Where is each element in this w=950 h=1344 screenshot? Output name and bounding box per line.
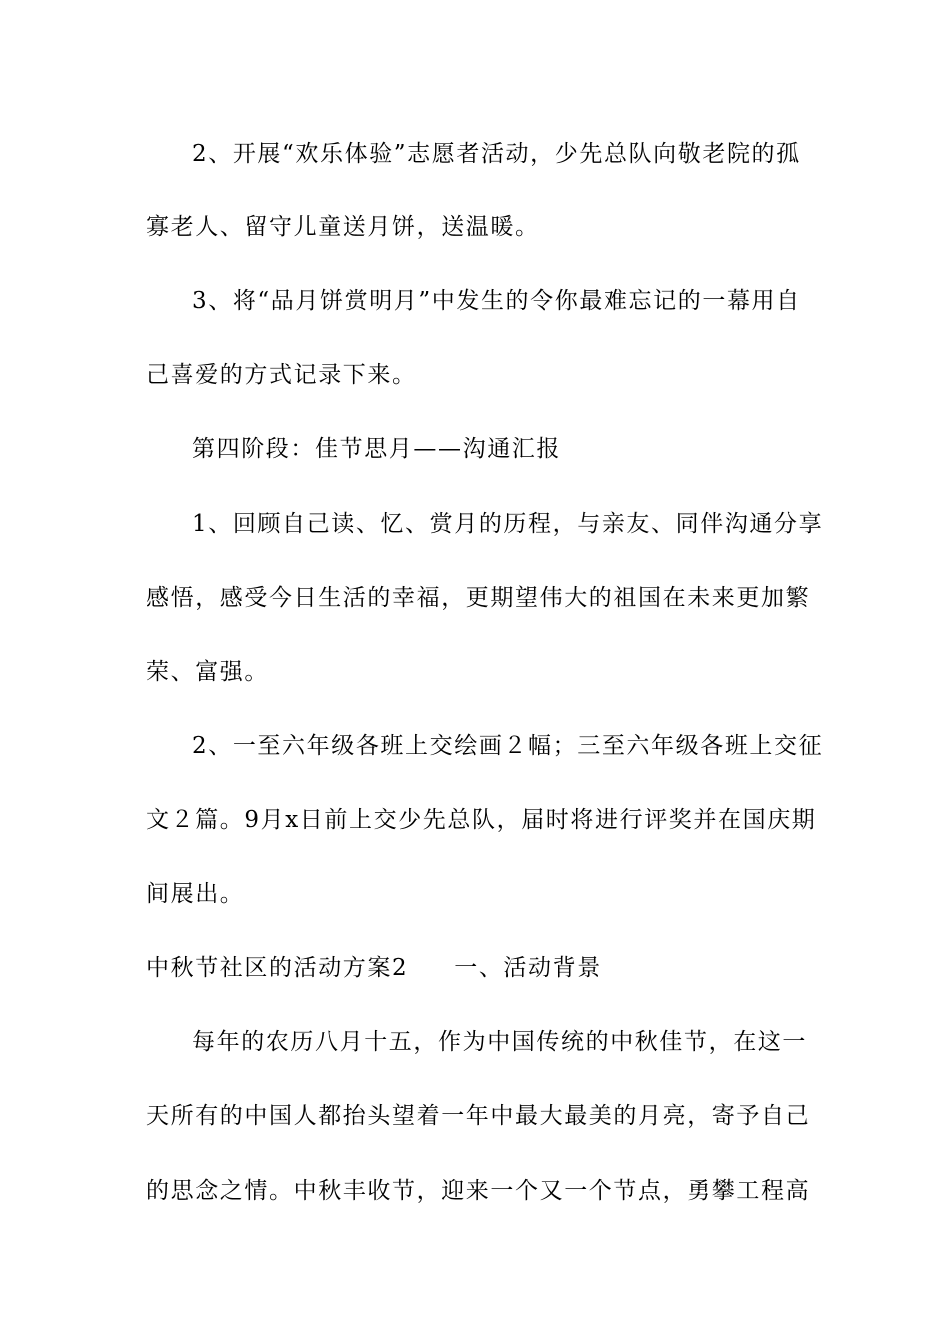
paragraph-line: 间展出。 [146,881,245,907]
paragraph-line: 3、将“品月饼赏明月”中发生的令你最难忘记的一幕用自 [192,288,801,314]
paragraph-line: 2、一至六年级各班上交绘画２幅；三至六年级各班上交征 [192,733,824,759]
paragraph-line: 己喜爱的方式记录下来。 [146,362,417,388]
paragraph-line: 2、开展“欢乐体验”志愿者活动，少先总队向敬老院的孤 [192,141,801,167]
paragraph-line: 寡老人、留守儿童送月饼，送温暖。 [146,214,540,240]
paragraph-line: 天所有的中国人都抬头望着一年中最大最美的月亮，寄予自己 [146,1103,811,1129]
paragraph-line: 文２篇。9月x日前上交少先总队，届时将进行评奖并在国庆期 [146,807,817,833]
document-title: 中秋节社区的活动方案2 [146,955,409,981]
paragraph-line: 1、回顾自己读、忆、赏月的历程，与亲友、同伴沟通分享 [192,511,824,537]
paragraph-line: 每年的农历八月十五，作为中国传统的中秋佳节，在这一 [192,1029,807,1055]
section-heading: 一、活动背景 [454,955,602,981]
paragraph-line: 的思念之情。中秋丰收节，迎来一个又一个节点，勇攀工程高 [146,1178,811,1204]
document-heading-line [146,953,602,983]
paragraph-line: 荣、富强。 [146,659,269,685]
paragraph-line: 感悟，感受今日生活的幸福，更期望伟大的祖国在未来更加繁 [146,585,811,611]
section-heading: 第四阶段：佳节思月——沟通汇报 [192,436,561,462]
